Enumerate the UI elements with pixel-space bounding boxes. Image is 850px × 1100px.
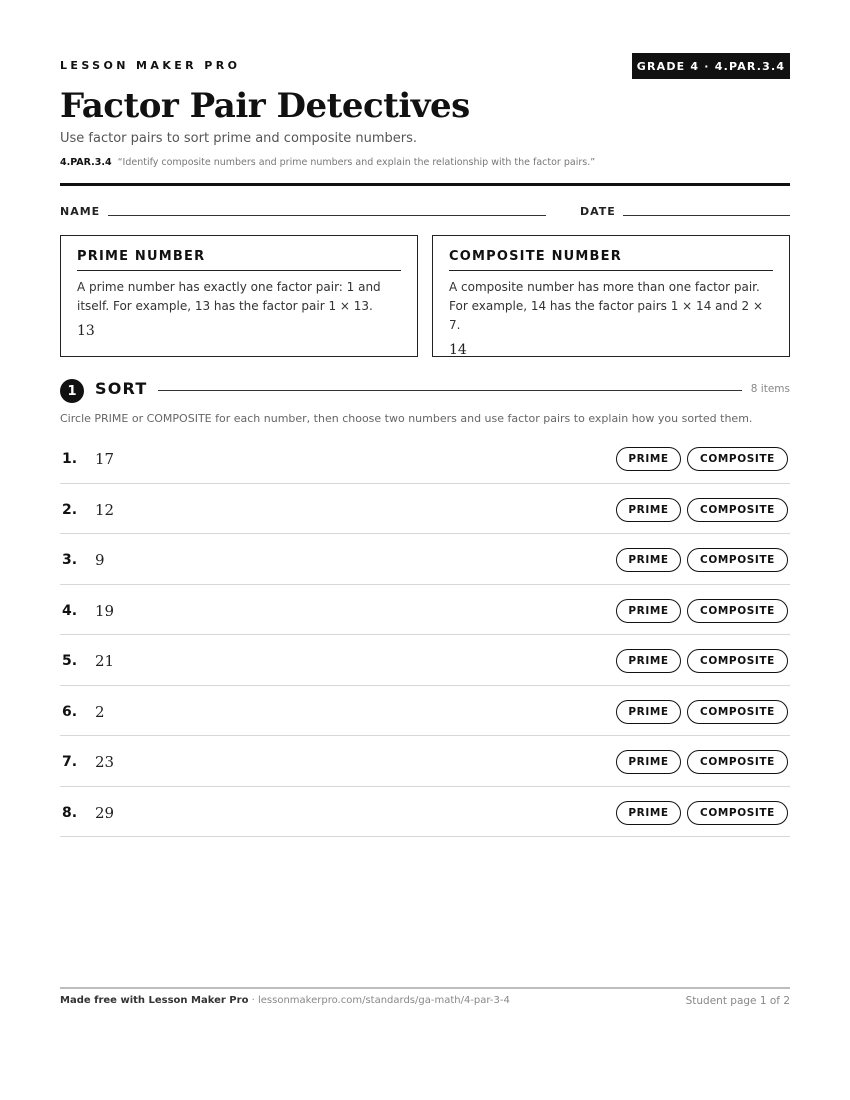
item-number: 12 xyxy=(95,500,115,519)
item-index: 8. xyxy=(62,804,78,821)
footer-url[interactable]: lessonmakerpro.com/standards/ga-math/4-par-3-4 xyxy=(257,995,510,1006)
prime-option-button[interactable]: PRIME xyxy=(616,599,681,623)
sort-item xyxy=(60,736,790,787)
composite-definition-example: 14 xyxy=(449,342,467,358)
sort-item xyxy=(60,484,790,535)
header-divider xyxy=(60,183,790,186)
prime-option-button[interactable]: PRIME xyxy=(616,649,681,673)
sort-item xyxy=(60,534,790,585)
footer-made-with: Made free with Lesson Maker Pro xyxy=(60,995,249,1006)
prime-option-button[interactable]: PRIME xyxy=(616,801,681,825)
footer-credit xyxy=(60,995,510,1006)
prime-option-button[interactable]: PRIME xyxy=(616,498,681,522)
prime-definition-text: A prime number has exactly one factor pair: 1 and itself. For example, 13 has the factor pair 1 × 13. xyxy=(77,280,381,313)
composite-definition-card xyxy=(432,235,790,357)
name-label: NAME xyxy=(60,205,101,218)
sort-item xyxy=(60,787,790,838)
section-number-badge: 1 xyxy=(60,379,84,403)
page-title: Factor Pair Detectives xyxy=(60,86,470,126)
sort-item xyxy=(60,433,790,484)
standard-text: “Identify composite numbers and prime numbers and explain the relationship with the factor pairs.” xyxy=(117,157,596,168)
prime-definition-card xyxy=(60,235,418,357)
item-number: 21 xyxy=(95,652,115,670)
item-index: 7. xyxy=(62,754,78,770)
sort-item xyxy=(60,585,790,636)
item-number: 9 xyxy=(95,551,105,569)
footer-page-label: Student page 1 of 2 xyxy=(685,995,790,1007)
item-number: 19 xyxy=(95,601,115,620)
item-index: 3. xyxy=(62,552,78,568)
prime-option-button[interactable]: PRIME xyxy=(616,447,681,471)
standard-reference xyxy=(60,157,595,168)
item-index: 1. xyxy=(62,451,78,467)
standard-code: 4.PAR.3.4 xyxy=(60,157,112,168)
item-index: 4. xyxy=(62,602,78,619)
footer-separator: · xyxy=(248,995,258,1006)
sort-item-list xyxy=(60,433,790,837)
item-number: 29 xyxy=(95,803,115,822)
sort-item xyxy=(60,635,790,686)
page-subtitle: Use factor pairs to sort prime and composite numbers. xyxy=(60,131,418,146)
prime-definition-heading: PRIME NUMBER xyxy=(77,249,401,271)
item-index: 6. xyxy=(62,703,78,720)
composite-definition-heading: COMPOSITE NUMBER xyxy=(449,249,773,271)
prime-option-button[interactable]: PRIME xyxy=(616,700,681,724)
composite-option-button[interactable]: COMPOSITE xyxy=(687,750,788,774)
composite-option-button[interactable]: COMPOSITE xyxy=(687,498,788,522)
composite-option-button[interactable]: COMPOSITE xyxy=(687,548,788,572)
sort-item xyxy=(60,686,790,737)
prime-option-button[interactable]: PRIME xyxy=(616,548,681,572)
date-label: DATE xyxy=(580,205,616,218)
item-number: 23 xyxy=(95,753,115,771)
composite-option-button[interactable]: COMPOSITE xyxy=(687,447,788,471)
item-index: 2. xyxy=(62,501,78,518)
prime-option-button[interactable]: PRIME xyxy=(616,750,681,774)
composite-option-button[interactable]: COMPOSITE xyxy=(687,801,788,825)
composite-option-button[interactable]: COMPOSITE xyxy=(687,599,788,623)
section-instructions: Circle PRIME or COMPOSITE for each number, then choose two numbers and use factor pairs to explain how you sorted them. xyxy=(60,412,753,425)
date-field[interactable] xyxy=(623,215,790,216)
composite-option-button[interactable]: COMPOSITE xyxy=(687,649,788,673)
name-field[interactable] xyxy=(108,215,546,216)
section-item-count: 8 items xyxy=(750,383,790,395)
composite-option-button[interactable]: COMPOSITE xyxy=(687,700,788,724)
item-index: 5. xyxy=(62,653,78,669)
grade-badge: GRADE 4 · 4.PAR.3.4 xyxy=(632,53,790,79)
section-divider xyxy=(158,390,742,391)
composite-definition-text: A composite number has more than one factor pair. For example, 14 has the factor pairs 1 × 14 and 2 × 7. xyxy=(449,280,764,332)
worksheet-page xyxy=(60,0,790,1100)
item-number: 17 xyxy=(95,450,115,468)
item-number: 2 xyxy=(95,702,105,721)
brand-name: LESSON MAKER PRO xyxy=(60,59,241,72)
section-title: SORT xyxy=(95,379,148,398)
footer-divider xyxy=(60,987,790,989)
prime-definition-example: 13 xyxy=(77,323,95,339)
